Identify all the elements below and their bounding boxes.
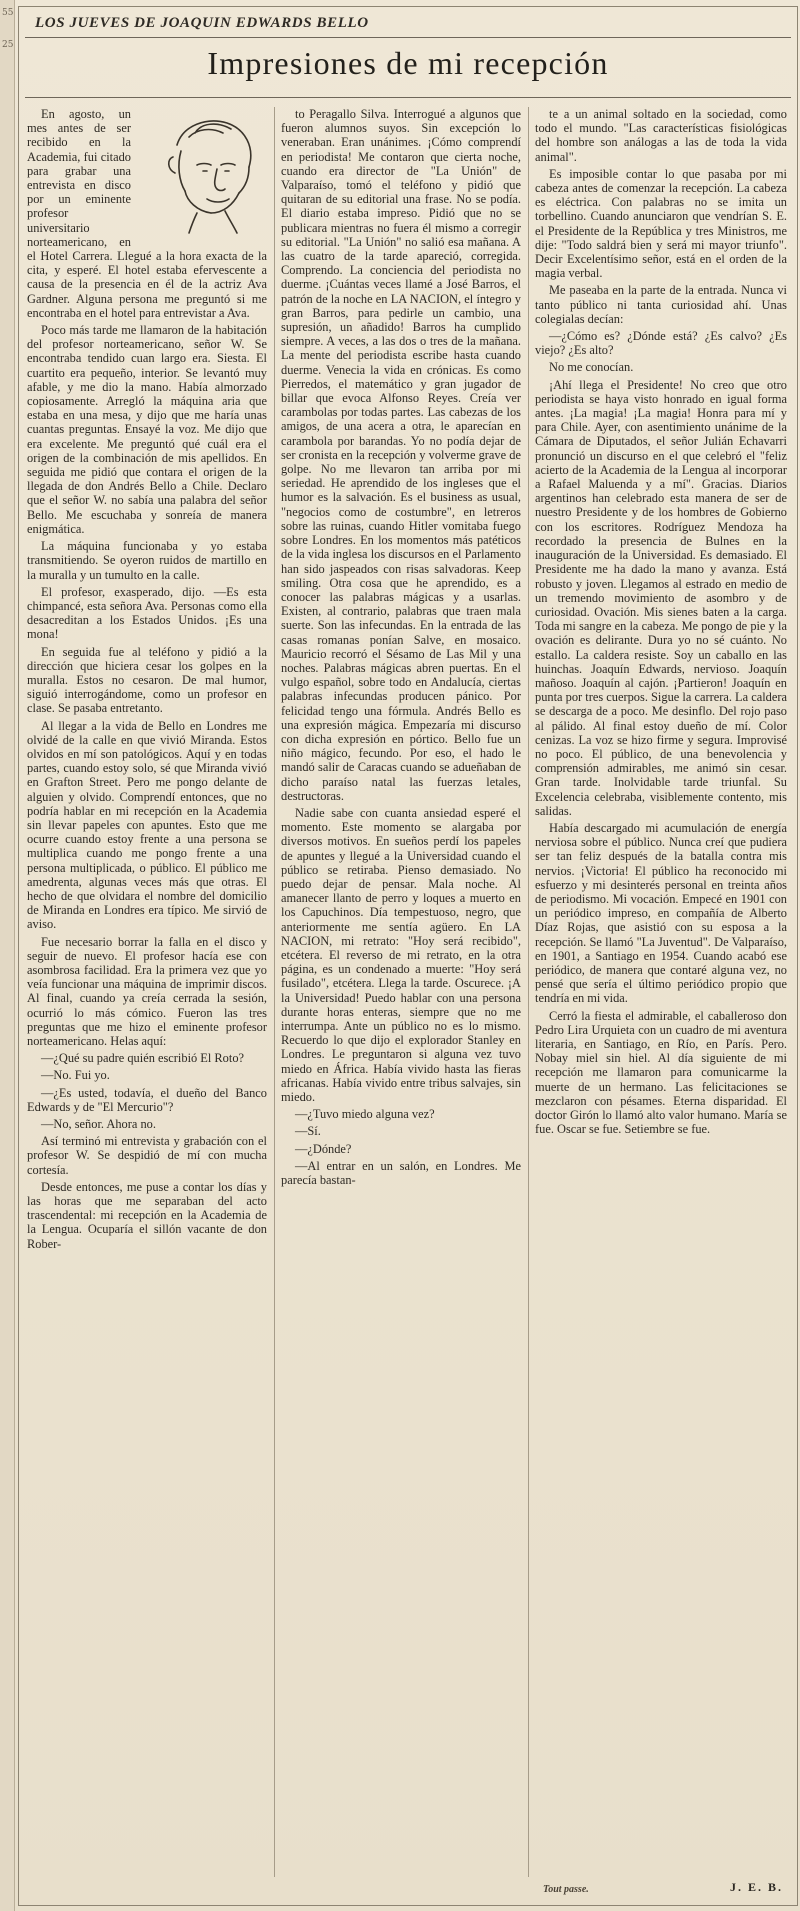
paragraph: Desde entonces, me puse a contar los días y las horas que me separaban del acto trascendental: mi recepción en la Academia de la Lengua. Ocuparía el sillón vacante de don Rober- (27, 1179, 267, 1251)
paragraph: El profesor, exasperado, dijo. —Es esta chimpancé, esta señora Ava. Personas como ella desacreditan a los Estados Unidos. ¡Es una mona! (27, 584, 267, 642)
paragraph: Me paseaba en la parte de la entrada. Nunca vi tanto público ni tanta curiosidad ahí. Unas colegialas decían: (535, 283, 787, 326)
paragraph: Nadie sabe con cuanta ansiedad esperé el momento. Este momento se alargaba por diversos motivos. En sueños perdí los papeles de apuntes y llegué a la Universidad cuando el público se retiraba. Pienso demasiado. No puedo dejar de pensar. Mala noche. Al amanecer llanto de perro y loques a muerto en los Capuchinos. Día tempestuoso, negro, que anteriormente me sentía agüero. En LA NACION, mi retrato: "Hoy será recibido", etcétera. El reverso de mi retrato, en la otra página, es un condenado a muerte: "Hoy será fusilado", etcétera. Llega la tarde. Oscurece. ¡A la Universidad! Puedo hablar con una persona durante horas enteras, siempre que no me interrumpa. Ante un público no es lo mismo. Recuerdo lo que dijo el explorador Stanley en Londres. Le preguntaron si alguna vez tuvo miedo en África. Había vivido hasta las fieras africanas. Había vivido entre tribus salvajes, sin miedo. (281, 805, 521, 1105)
paragraph: —Sí. (295, 1124, 321, 1139)
margin-mark: 25 (2, 40, 14, 50)
article-headline: Impresiones de mi recepción (207, 45, 609, 81)
paragraph: —¿Dónde? (295, 1141, 352, 1156)
paragraph: —¿Cómo es? ¿Dónde está? ¿Es calvo? ¿Es viejo? ¿Es alto? (535, 329, 787, 358)
margin-mark: 55 (2, 8, 14, 18)
author-signature: J. E. B. (729, 1880, 783, 1894)
paragraph: —¿Qué su padre quién escribió El Roto? (41, 1051, 245, 1066)
paragraph: Fue necesario borrar la falla en el disco y seguir de nuevo. El profesor hacía ese con asombrosa facilidad. Era la primera vez que yo veía funcionar una máquina de imprimir discos. Al final, cuando ya creía cerrada la sesión, ocurrió lo más cómico. Fueron las tres preguntas que me hizo el eminente profesor norteamericano. Helas aquí: (27, 934, 267, 1048)
paragraph: Al llegar a la vida de Bello en Londres me olvidé de la calle en que vivió Miranda. Estos olvidos en mí son patológicos. Aquí y en todas partes, cuando estoy solo, sé que Miranda vivió en Grafton Street. Pero me pongo delante de alguien y olvido. Comprendí entonces, que no podría hablar en mi recepción en la Academia sin llevar papeles con apuntes. Esto que me ocurre cuando estoy frente a una persona se multiplica cuando me pongo frente a una persona multiplicada, o público. El público me amedrenta, algunas veces más que otras. El hecho de que olvidara el nombre del domicilio de Miranda en Londres era típico. Me sirvió de aviso. (27, 718, 267, 932)
text-column-2 (281, 107, 521, 1897)
headline-divider (25, 97, 791, 98)
author-sketch-portrait-icon (137, 107, 267, 235)
paragraph: —¿Tuvo miedo alguna vez? (295, 1107, 435, 1122)
paragraph: ¡Ahí llega el Presidente! No creo que otro periodista se haya visto honrado en igual forma antes. ¡La magia! ¡La magia! Honra para mí y para Chile. Ayer, con asentimiento unánime de la Cámara de Diputados, el señor Julián Echavarri pronunció un discurso en el que celebró el "feliz acierto de la Academia de la Lengua al incorporar a Rafael Maluenda y a mí". Gracias. Diarios argentinos han celebrado esta manera de ser de nuestro Presidente y de los hombres de Gobierno con los escritores. Rodríguez Mendoza ha recordado la presencia de Bulnes en la inauguración de la Universidad. Es demasiado. El Presidente me ha dado la mano y avanza. Está robusto y joven. Llegamos al estrado en medio de un tremendo movimiento de asombro y de curiosidad. Ovación. Mis sienes baten a la carga. Toda mi sangre en la cabeza. Me pongo de pie y la ovación es delirante. Dura yo no sé cuánto. No estallo. La caldera resiste. Soy un caballo en las huinchas. Joaquín Edwards, nervioso. Joaquín mañoso. Joaquín al cajón. ¡Partieron! Joaquín en punta por tres cuerpos. Sigue la carrera. La caldera se descarga de a poco. Me desinflo. Del rojo paso al pálido. Al final estoy dueño de mí. Color cenizas. La voz se hizo firme y segura. Improvisé no poco. El público, de una benevolencia y comprensión admirables, me animó sin cesar. Gran tarde. Inolvidable tarde triunfal. Su Excelencia celebraba, visiblemente contento, mis salidas. (535, 377, 787, 818)
paragraph: La máquina funcionaba y yo estaba transmitiendo. Se oyeron ruidos de martillo en la muralla y un tumulto en la calle. (27, 539, 267, 582)
paragraph: Poco más tarde me llamaron de la habitación del profesor norteamericano, señor W. Se encontraba tendido cuan largo era. Siesta. El cuartito era pequeño, interior. Se levantó muy afable, y me dio la mano. Había almorzado copiosamente. Arregló la máquina aria que estaba en una mesa, y dijo que me haría unas cuantas preguntas. Ensayé la voz. Me dijo que era excelente. Me preguntó qué cuál era el origen de la combinación de mis apellidos. En seguida me pidió que contara el origen de la llegada de don Andrés Bello a Chile. Declaro que el señor W. no sabía una palabra del señor Bello. Me escuchaba y sonreía de manera enigmática. (27, 323, 267, 536)
paragraph: Así terminó mi entrevista y grabación con el profesor W. Se despidió de mí con mucha cortesía. (27, 1134, 267, 1177)
article (18, 6, 798, 1906)
left-margin-strip (0, 0, 15, 1911)
column-divider (274, 107, 275, 1877)
closing-phrase: Tout passe. (543, 1884, 589, 1895)
paragraph: to Peragallo Silva. Interrogué a algunos que fueron alumnos suyos. Sin excepción lo veneraban. Eran unánimes. ¡Cómo comprendí en periodista! Me contaron que cierta noche, cuando era director de "La Unión" de Valparaíso, tomó el teléfono y pidió que quitaran de su editorial una frase. No se podía. El diario estaba impreso. Pidió que no se publicara mientras no fuera él mismo a corregir su editorial. "La Unión" no salió esa mañana. A las cuatro de la tarde apareció, corregida. Comprendo. La conciencia del periodista no duerme. ¡Cuántas veces llamé a José Barros, el patrón de la noche en LA NACION, el íntegro y gran Barros, para pedirle un cambio, una supresión, un añadido! Barros ha cumplido siempre. A veces, a las dos o tres de la mañana. La mente del periodista escribe hasta cuando duerme. Venecia la vida en crónicas. Es como Pierredos, el matemático y gran jugador de billar que evoca Alfonso Reyes. Creía ver carambolas por todas partes. Las cabezas de los amigos, de una acera a otra, le aparecían en carambola por barandas. Yo no podía dejar de ser cronista en la recepción y volverme grave de golpe. No me llevaron tan arriba por mi seriedad. He aprendido de los ingleses que el humor es la salvación. Es el business as usual, "negocios como de costumbre", en letreros sobre las ruinas, cuando Hitler vomitaba fuego sobre Londres. En los momentos más patéticos de la vida inglesa los discursos en el Parlamento han sido jaspeados con risas salvadoras. Keep smiling. Otra cosa que he aprendido, es a conocer las palabras mágicas y a usarlas. Existen, al contrario, palabras que traen mala suerte. Son las infecundas. En la entrada de las casas romanas ponían Salve, en mosaico. Mauricio recorró el Sésamo de Las Mil y una noches. Palabras mágicas abren puertas. En el vulgo español, sobre todo en Andalucía, ciertas palabras infecundas producen pánico. Por felicidad tengo una fórmula. Andrés Bello es una expresión mágica. Empezaría mi discurso con dicha expresión en pórtico. Bello fue un niño mágico, fecundo. Por eso, el hado le mandó salir de Caracas cuando se adueñaban de dicho paraíso natal las fuerzas letales, destructoras. (281, 107, 521, 803)
kicker-divider (25, 37, 791, 38)
column-kicker: LOS JUEVES DE JOAQUIN EDWARDS BELLO (35, 15, 369, 31)
paragraph: —No. Fui yo. (41, 1068, 110, 1083)
paragraph: Es imposible contar lo que pasaba por mi cabeza antes de comenzar la recepción. La cabeza es eléctrica. Con palabras no se imita un torbellino. Cuando anunciaron que vendrían S. E. el Presidente de la República y tres Ministros, me dije: "Todo saldrá bien y será mi mayor triunfo". Decir Excelentísimo señor, está en el orden de la magia verbal. (535, 166, 787, 281)
paragraph: te a un animal soltado en la sociedad, como todo el mundo. "Las características fisiológicas del hombre son análogas a las de toda la vida animal". (535, 107, 787, 164)
column-divider (528, 107, 529, 1877)
text-column-1 (27, 107, 267, 1897)
paragraph: No me conocían. (549, 360, 634, 375)
paragraph: —¿Es usted, todavía, el dueño del Banco Edwards y de "El Mercurio"? (27, 1085, 267, 1114)
paragraph: —No, señor. Ahora no. (41, 1117, 156, 1132)
paragraph: —Al entrar en un salón, en Londres. Me parecía bastan- (281, 1158, 521, 1188)
paragraph: En seguida fue al teléfono y pidió a la dirección que hiciera cesar los golpes en la muralla. Estos no cesaron. De mal humor, siguió interrogándome, como un profesor en clase. Se pasaba entretanto. (27, 644, 267, 716)
paragraph: Cerró la fiesta el admirable, el caballeroso don Pedro Lira Urquieta con un cuadro de mi aventura literaria, en Santiago, en Río, en París. Pero. Nobay miel sin hiel. Al día siguiente de mi recepción me llamaron para comunicarme la muerte de un hermano. Las felicitaciones se mezclaron con pésames. Eterna disparidad. El doctor Girón lo llamó alto valor humano. María se fue. Oscar se fue. Setiembre se fue. (535, 1008, 787, 1137)
text-column-3 (535, 107, 787, 1897)
paragraph: En agosto, un mes antes de ser recibido en la Academia, fui citado para grabar una entrevista en disco por un eminente profesor universitario norteamericano, en el Hotel Carrera. Llegué a la hora exacta de la cita, y esperé. El hotel estaba efervescente a causa de la presencia en él de la actriz Ava Gardner. Alguna persona me preguntó si me encontraba en el hotel para entrevistar a Ava. (27, 107, 267, 320)
paragraph: Había descargado mi acumulación de energía nerviosa sobre el público. Nunca creí que pudiera ser tan feliz después de la batalla contra mis nervios. ¡Victoria! El público ha reconocido mi esfuerzo y mi desinterés personal en treinta años de periodismo. Mi vocación. Empecé en 1901 con un periódico impreso, en compañía de Alberto Díaz Rojas, que asistió con su esposa a la recepción. Se llamó "La Juventud". De Valparaíso, en 1901, a Santiago en 1954. Cuando acabó ese periódico, de manera que contaré alguna vez, no pensé que sería el último periódico propio que tendría en mi vida. (535, 820, 787, 1006)
